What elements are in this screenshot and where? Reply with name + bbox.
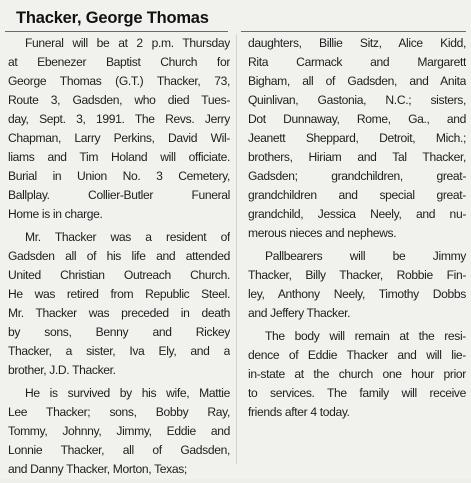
obituary-text-line: Mr. Thacker was a resident of	[25, 230, 230, 244]
obituary-text-line: grandchild, Jessica Neely, and nu-	[248, 207, 466, 221]
obituary-text-line: Pallbearers will be Jimmy	[265, 249, 466, 263]
obituary-headline: Thacker, George Thomas	[16, 9, 209, 27]
obituary-text-line: George Thomas (G.T.) Thacker, 73,	[8, 74, 230, 88]
obituary-text-line: Lonnie Thacker, all of Gadsden,	[8, 443, 230, 457]
obituary-text-line: daughters, Billie Sitz, Alice Kidd,	[248, 36, 466, 50]
obituary-text-line: Lee Thacker; sons, Bobby Ray,	[8, 405, 230, 419]
left-text-column	[8, 34, 230, 483]
obituary-text-line: by sons, Benny and Rickey	[8, 325, 230, 339]
obituary-text-line: Bigham, all of Gadsden, and Anita	[248, 74, 466, 88]
obituary-paragraph	[8, 34, 230, 224]
obituary-text-line: liams and Tim Holand will officiate.	[8, 150, 230, 164]
obituary-paragraph	[8, 228, 230, 380]
obituary-text-line: He is survived by his wife, Mattie	[25, 386, 230, 400]
obituary-text-line: brothers, Hiriam and Tal Thacker,	[248, 150, 466, 164]
obituary-text-line: and Danny Thacker, Morton, Texas;	[8, 462, 187, 476]
obituary-text-line: brother, J.D. Thacker.	[8, 363, 116, 377]
obituary-text-line: Route 3, Gadsden, who died Tues-	[8, 93, 230, 107]
obituary-text-line: at Ebenezer Baptist Church for	[8, 55, 230, 69]
obituary-paragraph	[248, 34, 466, 243]
obituary-text-line: Rita Carmack and Margarett	[248, 55, 466, 69]
right-text-column	[248, 34, 466, 426]
obituary-text-line: He was retired from Republic Steel.	[8, 287, 230, 301]
column-gutter	[236, 34, 237, 464]
obituary-text-line: merous nieces and nephews.	[248, 226, 397, 240]
obituary-text-line: Tommy, Johnny, Jimmy, Eddie and	[8, 424, 230, 438]
obituary-text-line: Jeanett Sheppard, Detroit, Mich.;	[248, 131, 466, 145]
obituary-text-line: Ballplay. Collier-Butler Funeral	[8, 188, 230, 202]
obituary-paragraph	[248, 247, 466, 323]
obituary-text-line: Mr. Thacker was preceded in death	[8, 306, 230, 320]
obituary-text-line: in-state at the church one hour prior	[248, 367, 466, 381]
headline-rule-right	[241, 31, 466, 32]
obituary-text-line: ley, Anthony Neely, Timothy Dobbs	[248, 287, 466, 301]
obituary-text-line: Funeral will be at 2 p.m. Thursday	[25, 36, 230, 50]
headline-rule-left	[5, 31, 228, 32]
obituary-text-line: Thacker, Billy Thacker, Robbie Fin-	[248, 268, 466, 282]
obituary-text-line: The body will remain at the resi-	[265, 329, 466, 343]
obituary-text-line: Dot Dunnaway, Rome, Ga., and	[248, 112, 466, 126]
obituary-text-line: friends after 4 today.	[248, 405, 350, 419]
obituary-text-line: and Jeffery Thacker.	[248, 306, 351, 320]
obituary-text-line: to services. The family will receive	[248, 386, 466, 400]
obituary-text-line: day, Sept. 3, 1991. The Revs. Jerry	[8, 112, 230, 126]
obituary-text-line: Quinlivan, Gastonia, N.C.; sisters,	[248, 93, 466, 107]
obituary-text-line: Gadsden; grandchildren, great-	[248, 169, 466, 183]
obituary-text-line: grandchildren and special great-	[248, 188, 466, 202]
obituary-text-line: Home is in charge.	[8, 207, 103, 221]
obituary-paragraph	[8, 384, 230, 479]
obituary-text-line: dence of Eddie Thacker and will lie-	[248, 348, 466, 362]
obituary-text-line: United Christian Outreach Church.	[8, 268, 230, 282]
obituary-paragraph	[248, 327, 466, 422]
obituary-text-line: Gadsden all of his life and attended	[8, 249, 230, 263]
obituary-text-line: Chapman, Larry Perkins, David Wil-	[8, 131, 230, 145]
obituary-text-line: Burial in Union No. 3 Cemetery,	[8, 169, 230, 183]
obituary-text-line: Thacker, a sister, Iva Ely, and a	[8, 344, 230, 358]
